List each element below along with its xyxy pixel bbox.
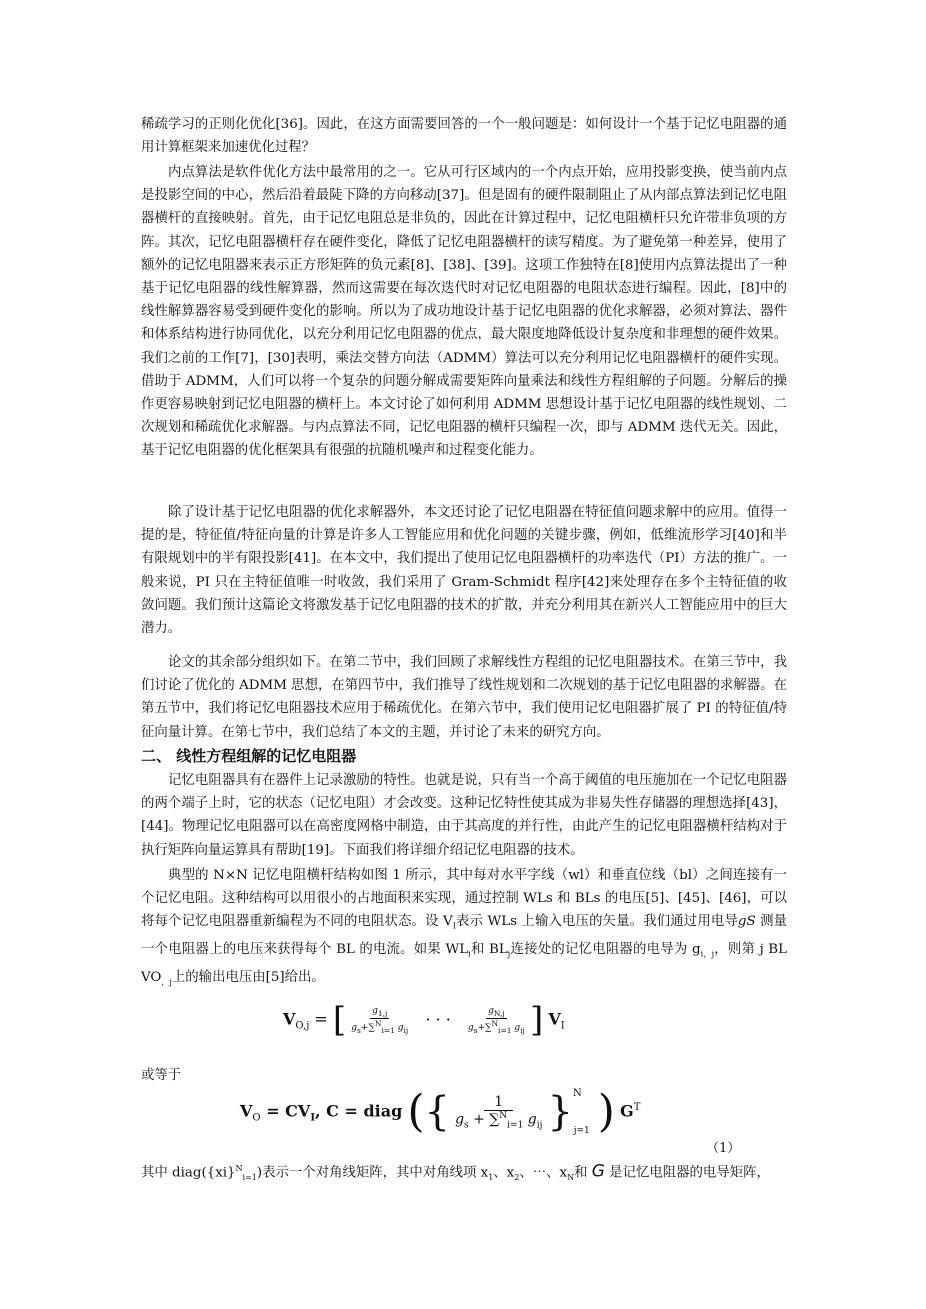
equation-number: （1） bbox=[706, 1141, 741, 1156]
paragraph-memristor-intro: 记忆电阻器具有在器件上记录激励的特性。也就是说，只有当一个高于阈值的电压施加在一个记忆电阻器的两个端子上时，它的状态（记忆电阻）才会改变。这种记忆特性使其成为非易失性存储器的理想选择[43]，[44]。物理记忆电阻器可以在高密度网格中制造，由于其高度的并行性，由此产生的记忆电阻器横杆结构对于执行矩阵向量运算具有帮助[19]。下面我们将详细介绍记忆电阻器的技术。 bbox=[141, 773, 787, 858]
section-heading: 二、 线性方程组解的记忆电阻器 bbox=[141, 747, 357, 765]
paragraph-organization: 论文的其余部分组织如下。在第二节中，我们回顾了求解线性方程组的记忆电阻器技术。在第三节中，我们讨论了优化的 ADMM 思想，在第四节中，我们推导了线性规划和二次规划的基于记忆电阻器的求解器。在第五节中，我们将记忆电阻器技术应用于稀疏优化。在第六节中，我们使用记忆电阻器扩展了 PI 的特征值/特征向量计算。在第七节中，我们总结了本文的主题，并讨论了未来的研究方向。 bbox=[141, 655, 787, 740]
paragraph-diag-definition: 其中 diag({xi}$^N_{i=1}$)表示一个对角线矩阵，其中对角线项 $x_1$、$x_2$、⋯、$x_N$和 G 是记忆电阻器的电导矩阵， bbox=[141, 1161, 770, 1183]
paragraph-eigenvalue: 除了设计基于记忆电阻器的优化求解器外，本文还讨论了记忆电阻器在特征值问题求解中的应用。值得一提的是，特征值/特征向量的计算是许多人工智能应用和优化问题的关键步骤，例如，低维流形学习[40]和半有限规划中的半有限投影[41]。在本文中，我们提出了使用记忆电阻器横杆的功率迭代（PI）方法的推广。一般来说，PI 只在主特征值唯一时收敛，我们采用了 Gram-Schmidt 程序[42]来处理存在多个主特征值的收敛问题。我们预计这篇论文将激发基于记忆电阻器的技术的扩散，并充分利用其在新兴人工智能应用中的巨大潜力。 bbox=[141, 505, 787, 637]
paragraph-crossbar: 典型的 N×N 记忆电阻横杆结构如图 1 所示，其中每对水平字线（wl）和垂直位线（bl）之间连接有一个记忆电阻。这种结构可以用很小的占地面积来实现，通过控制 WLs 和 BLs 的电压[5]、[45]、[46]，可以将每个记忆电阻器重新编程为不同的电阻状态。设 $V_I$表示 WLs 上输入电压的矢量。我们通过用电导gS 测量一个电阻器上的电压来获得每个 BL 的电流。如果 $WL_i$和 $BL_j$连接处的记忆电阻器的电导为 $g_{i,j}$，则第 j BL $VO_{,j}$上的输出电压由[5]给出。 bbox=[141, 868, 788, 987]
or-equal-label: 或等于 bbox=[141, 1068, 182, 1083]
paragraph-interior-point: 内点算法是软件优化方法中最常用的之一。它从可行区域内的一个内点开始，应用投影变换，使当前内点是投影空间的中心，然后沿着最陡下降的方向移动[37]。但是固有的硬件限制阻止了从内部点算法到记忆电阻器横杆的直接映射。首先，由于记忆电阻总是非负的，因此在计算过程中，记忆电阻横杆只允许带非负项的方阵。其次，记忆电阻器横杆存在硬件变化，降低了记忆电阻器横杆的读写精度。为了避免第一种差异，使用了额外的记忆电阻器来表示正方形矩阵的负元素[8]、[38]、[39]。这项工作独特在[8]使用内点算法提出了一种基于记忆电阻器的线性解算器，然而这需要在每次迭代时对记忆电阻器的电阻状态进行编程。因此，[8]中的线性解算器容易受到硬件变化的影响。所以为了成功地设计基于记忆电阻器的优化求解器，必须对算法、器件和体系结构进行协同优化，以充分利用记忆电阻器的优点，最大限度地降低设计复杂度和非理想的硬件效果。我们之前的工作[7]，[30]表明，乘法交替方向法（ADMM）算法可以充分利用记忆电阻器横杆的硬件实现。借助于 ADMM，人们可以将一个复杂的问题分解成需要矩阵向量乘法和线性方程组解的子问题。分解后的操作更容易映射到记忆电阻器的横杆上。本文讨论了如何利用 ADMM 思想设计基于记忆电阻器的线性规划、二次规划和稀疏优化求解器。与内点算法不同，记忆电阻器的横杆只编程一次，即与 ADMM 迭代无关。因此，基于记忆电阻器的优化框架具有很强的抗随机噪声和过程变化能力。 bbox=[141, 165, 787, 459]
paragraph-intro-tail: 稀疏学习的正则化优化[36]。因此，在这方面需要回答的一个一般问题是：如何设计一个基于记忆电阻器的通用计算框架来加速优化过程？ bbox=[141, 117, 787, 156]
equation-matrix-form: $V_O = CV_I$, C = diag ({ $\frac{1}{g_s + \sum^N_{i=1} g_{ij}}$ }$^N_{j=1}$ ) $G^T$ bbox=[240, 1086, 641, 1137]
equation-output-voltage: $V_{O,j}$ = [ $\frac{g_{1,j}}{g_s+\sum^N_{i=1} g_{ij}}$ · · · $\frac{g_{N,j}}{g_s+\sum^N_{i=1} g_{ij}}$ ] $V_I$ bbox=[283, 1000, 565, 1040]
